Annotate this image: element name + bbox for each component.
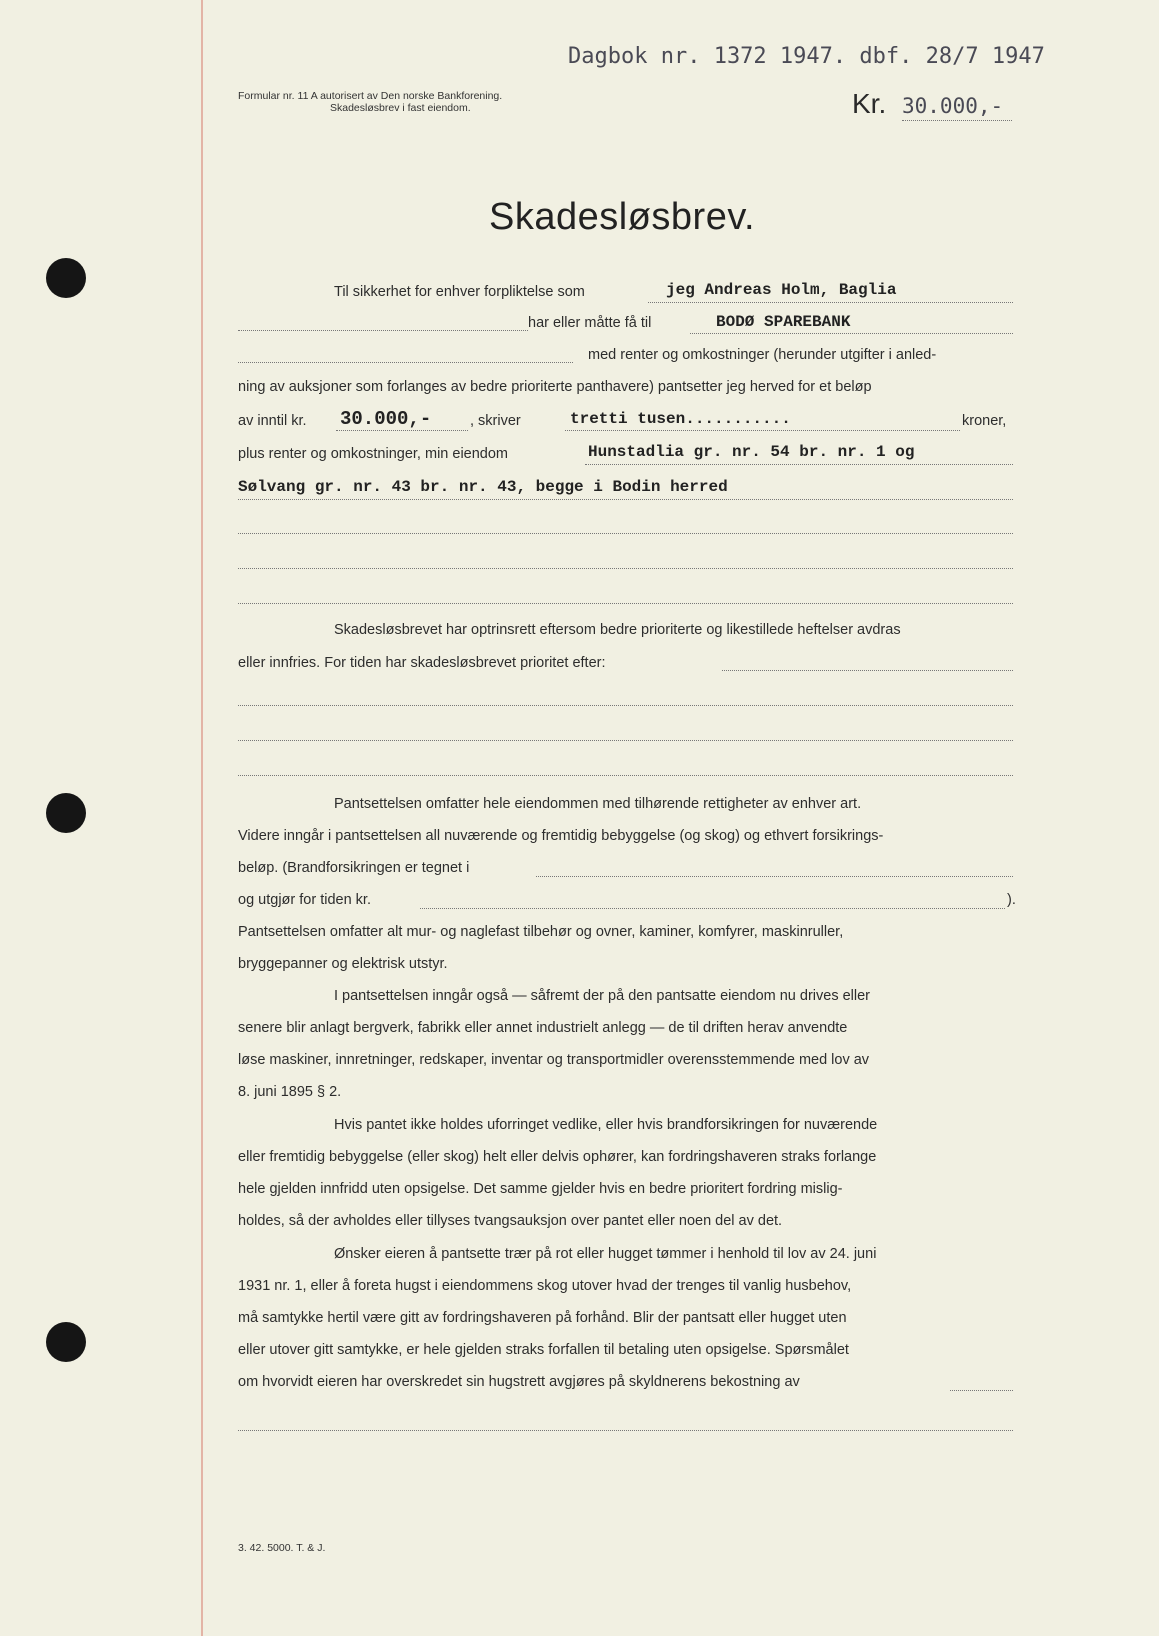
p3-line-3: løse maskiner, innretninger, redskaper, inventar og transportmidler overensstemmende med lov av — [238, 1052, 870, 1068]
print-code: 3. 42. 5000. T. & J. — [238, 1542, 326, 1554]
document-title: Skadesløsbrev. — [489, 196, 756, 238]
p2-line-4: og utgjør for tiden kr. — [238, 892, 371, 908]
ning-text: ning av auksjoner som forlanges av bedre prioriterte panthavere) pantsetter jeg herved for et beløp — [238, 379, 872, 395]
blank-line — [238, 568, 1013, 569]
creditor-line — [690, 333, 1013, 334]
p2-line-6: bryggepanner og elektrisk utstyr. — [238, 956, 448, 972]
property-line-2-rule — [238, 499, 1013, 500]
punch-hole — [46, 258, 86, 298]
p2-line-2: Videre inngår i pantsettelsen all nuværende og fremtidig bebyggelse (og skog) og ethvert forsikrings- — [238, 828, 884, 844]
p4-line-2: eller fremtidig bebyggelse (eller skog) helt eller delvis ophører, kan fordringshaveren straks forlange — [238, 1149, 877, 1165]
property-line-1-rule — [585, 464, 1013, 465]
punch-hole — [46, 1322, 86, 1362]
p4-line-3: hele gjelden innfridd uten opsigelse. Det samme gjelder hvis en bedre prioritert fordring mislig- — [238, 1181, 843, 1197]
p5-line-4: eller utover gitt samtykke, er hele gjelden straks forfallen til betaling uten opsigelse. Spørsmålet — [238, 1342, 849, 1358]
p5-line-5: om hvorvidt eieren har overskredet sin hugstrett avgjøres på skyldnerens bekostning av — [238, 1374, 800, 1390]
p3-line-1: I pantsettelsen inngår også — såfremt der på den pantsatte eiendom nu drives eller — [334, 988, 871, 1004]
dagbok-entry: Dagbok nr. 1372 1947. dbf. 28/7 1947 — [568, 44, 1045, 69]
kr-dotted-line — [902, 120, 1012, 121]
amount-line — [336, 430, 468, 431]
skriver-label: , skriver — [470, 413, 521, 429]
p2-line-3: beløp. (Brandforsikringen er tegnet i — [238, 860, 470, 876]
p4-line-4: holdes, så der avholdes eller tillyses tvangsauksjon over pantet eller noen del av det. — [238, 1213, 783, 1229]
p5-line-1: Ønsker eieren å pantsette trær på rot eller hugget tømmer i henhold til lov av 24. juni — [334, 1246, 877, 1262]
form-note-2: Skadesløsbrev i fast eiendom. — [330, 102, 471, 114]
blank-line — [238, 1430, 1013, 1431]
property-line-1: Hunstadlia gr. nr. 54 br. nr. 1 og — [588, 443, 915, 461]
sum-line — [420, 908, 1005, 909]
blank-line — [238, 362, 573, 363]
har-eller-label: har eller måtte få til — [528, 315, 652, 331]
p2-line-1: Pantsettelsen omfatter hele eiendommen med tilhørende rettigheter av enhver art. — [334, 796, 862, 812]
av-inntil-label: av inntil kr. — [238, 413, 307, 429]
debtor-name: jeg Andreas Holm, Baglia — [666, 281, 897, 299]
priority-line — [722, 670, 1013, 671]
p1-line-2: eller innfries. For tiden har skadesløsbrevet prioritet efter: — [238, 655, 606, 671]
amount-figures: 30.000,- — [340, 408, 432, 430]
p5-line-3: må samtykke hertil være gitt av fordringshaveren på forhånd. Blir der pantsatt eller hugget uten — [238, 1310, 847, 1326]
blank-line — [238, 705, 1013, 706]
p3-line-2: senere blir anlagt bergverk, fabrikk eller annet industrielt anlegg — de til driften herav anvendte — [238, 1020, 848, 1036]
blank-line — [238, 533, 1013, 534]
creditor-leading-line — [238, 330, 528, 331]
til-sikkerhet-label: Til sikkerhet for enhver forpliktelse som — [334, 284, 585, 300]
p3-line-4: 8. juni 1895 § 2. — [238, 1084, 342, 1100]
blank-line — [238, 740, 1013, 741]
p1-line-1: Skadesløsbrevet har optrinsrett eftersom bedre prioriterte og likestillede heftelser avdras — [334, 622, 901, 638]
punch-hole — [46, 793, 86, 833]
amount-words: tretti tusen........... — [570, 410, 791, 428]
kr-label: Kr. — [852, 88, 887, 119]
p4-line-1: Hvis pantet ikke holdes uforringet vedlike, eller hvis brandforsikringen for nuværende — [334, 1117, 878, 1133]
p5-line-2: 1931 nr. 1, eller å foreta hugst i eiendommens skog utover hvad der trenges til vanlig husbehov, — [238, 1278, 852, 1294]
med-renter-text: med renter og omkostninger (herunder utgifter i anled- — [588, 347, 937, 363]
blank-line — [238, 775, 1013, 776]
kr-amount: 30.000,- — [902, 94, 1004, 118]
blank-line — [238, 603, 1013, 604]
debtor-line — [648, 302, 1013, 303]
kroner-label: kroner, — [962, 413, 1007, 429]
brand-line — [536, 876, 1013, 877]
property-line-2: Sølvang gr. nr. 43 br. nr. 43, begge i Bodin herred — [238, 478, 728, 496]
plus-renter-label: plus renter og omkostninger, min eiendom — [238, 446, 509, 462]
assessor-line — [950, 1390, 1013, 1391]
margin-line — [201, 0, 203, 1636]
form-note-1: Formular nr. 11 A autorisert av Den norske Bankforening. — [238, 90, 503, 102]
amount-words-line — [565, 430, 960, 431]
p2-line-5: Pantsettelsen omfatter alt mur- og naglefast tilbehør og ovner, kaminer, komfyrer, maskinruller, — [238, 924, 844, 940]
creditor-name: BODØ SPAREBANK — [716, 313, 851, 331]
p2-line-4-end: ). — [1007, 892, 1016, 908]
